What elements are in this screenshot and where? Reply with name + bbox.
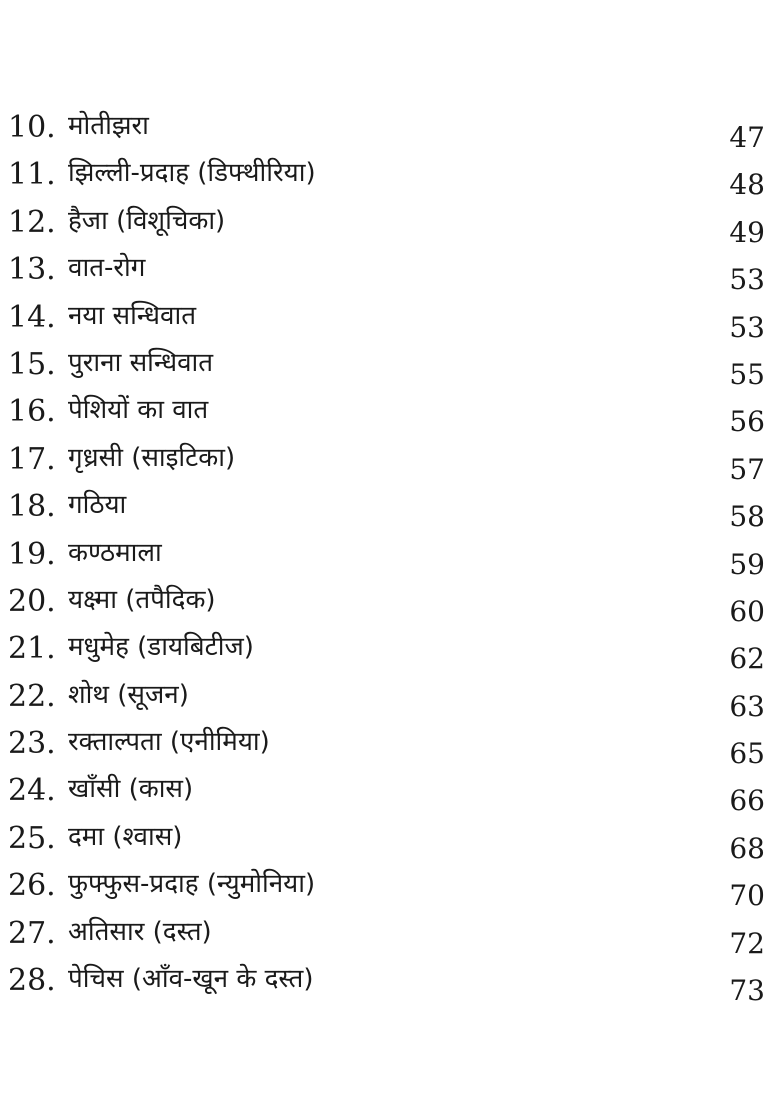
- entry-title: कण्ठमाला: [68, 537, 162, 568]
- toc-entry: [0, 531, 780, 581]
- entry-page-number: 49: [729, 215, 765, 249]
- entry-number: 18.: [8, 489, 56, 525]
- entry-title: गृध्रसी (साइटिका): [68, 442, 236, 473]
- entry-number: 22.: [8, 678, 56, 714]
- toc-entry: [0, 673, 780, 723]
- entry-number: 26.: [8, 868, 56, 904]
- entry-page-number: 48: [729, 168, 765, 202]
- entry-title: मोतीझरा: [68, 111, 149, 141]
- toc-entry: [0, 910, 780, 960]
- entry-page-number: 56: [729, 405, 765, 439]
- entry-number: 19.: [8, 536, 56, 572]
- entry-number: 17.: [8, 441, 56, 477]
- toc-entry: [0, 294, 780, 344]
- entry-title: झिल्ली-प्रदाह (डिफ्थीरिया): [68, 158, 316, 189]
- entry-page-number: 57: [729, 452, 765, 486]
- entry-page-number: 60: [729, 594, 765, 628]
- entry-page-number: 62: [729, 642, 765, 676]
- entry-number: 13.: [8, 252, 56, 288]
- entry-title: फुफ्फुस-प्रदाह (न्युमोनिया): [68, 869, 316, 900]
- entry-number: 23.: [8, 726, 56, 762]
- entry-title: शोथ (सूजन): [68, 679, 189, 710]
- entry-page-number: 55: [729, 357, 765, 391]
- toc-entry: [0, 483, 780, 534]
- toc-entry: [0, 625, 780, 676]
- entry-number: 25.: [8, 820, 56, 856]
- entry-number: 10.: [8, 110, 56, 145]
- toc-entry: [0, 104, 780, 154]
- toc-entry: [0, 199, 780, 249]
- entry-title: गठिया: [68, 490, 127, 521]
- entry-title: हैजा (विशूचिका): [68, 205, 226, 236]
- entry-page-number: 63: [729, 689, 765, 723]
- table-of-contents: [0, 104, 780, 1008]
- entry-number: 12.: [8, 204, 56, 240]
- entry-page-number: 70: [729, 879, 765, 913]
- toc-entry: [0, 341, 780, 391]
- entry-title: वात-रोग: [68, 253, 146, 284]
- entry-number: 27.: [8, 915, 56, 951]
- entry-page-number: 73: [729, 974, 765, 1008]
- toc-entry: [0, 720, 780, 771]
- entry-number: 11.: [8, 157, 56, 193]
- toc-entry: [0, 578, 780, 628]
- entry-number: 15.: [8, 346, 56, 382]
- entry-title: दमा (श्वास): [68, 821, 183, 852]
- entry-number: 20.: [8, 583, 56, 619]
- entry-title: नया सन्धिवात: [68, 300, 197, 331]
- entry-number: 28.: [8, 963, 56, 999]
- toc-entry: [0, 246, 780, 297]
- entry-page-number: 68: [729, 831, 765, 865]
- entry-page-number: 66: [729, 784, 765, 818]
- entry-number: 14.: [8, 299, 56, 335]
- toc-entry: [0, 815, 780, 865]
- toc-entry: [0, 388, 780, 439]
- entry-title: मधुमेह (डायबिटीज): [68, 632, 254, 663]
- entry-page-number: 47: [729, 121, 765, 154]
- entry-page-number: 59: [729, 547, 765, 581]
- entry-title: अतिसार (दस्त): [68, 916, 212, 947]
- toc-entry: [0, 151, 780, 202]
- entry-title: रक्ताल्पता (एनीमिया): [68, 727, 270, 758]
- entry-title: यक्ष्मा (तपैदिक): [68, 584, 216, 615]
- entry-title: पेशियों का वात: [68, 395, 209, 426]
- entry-page-number: 72: [729, 926, 765, 960]
- entry-page-number: 53: [729, 310, 765, 344]
- entry-title: पेचिस (आँव-खून के दस्त): [68, 964, 314, 995]
- toc-entry: [0, 957, 780, 1008]
- toc-entry: [0, 767, 780, 818]
- entry-page-number: 53: [729, 263, 765, 297]
- entry-number: 24.: [8, 773, 56, 809]
- entry-title: खाँसी (कास): [68, 774, 194, 805]
- entry-number: 16.: [8, 394, 56, 430]
- entry-title: पुराना सन्धिवात: [68, 347, 214, 378]
- entry-page-number: 58: [729, 500, 765, 534]
- entry-page-number: 65: [729, 737, 765, 771]
- toc-entry: [0, 862, 780, 913]
- toc-entry: [0, 436, 780, 486]
- entry-number: 21.: [8, 631, 56, 667]
